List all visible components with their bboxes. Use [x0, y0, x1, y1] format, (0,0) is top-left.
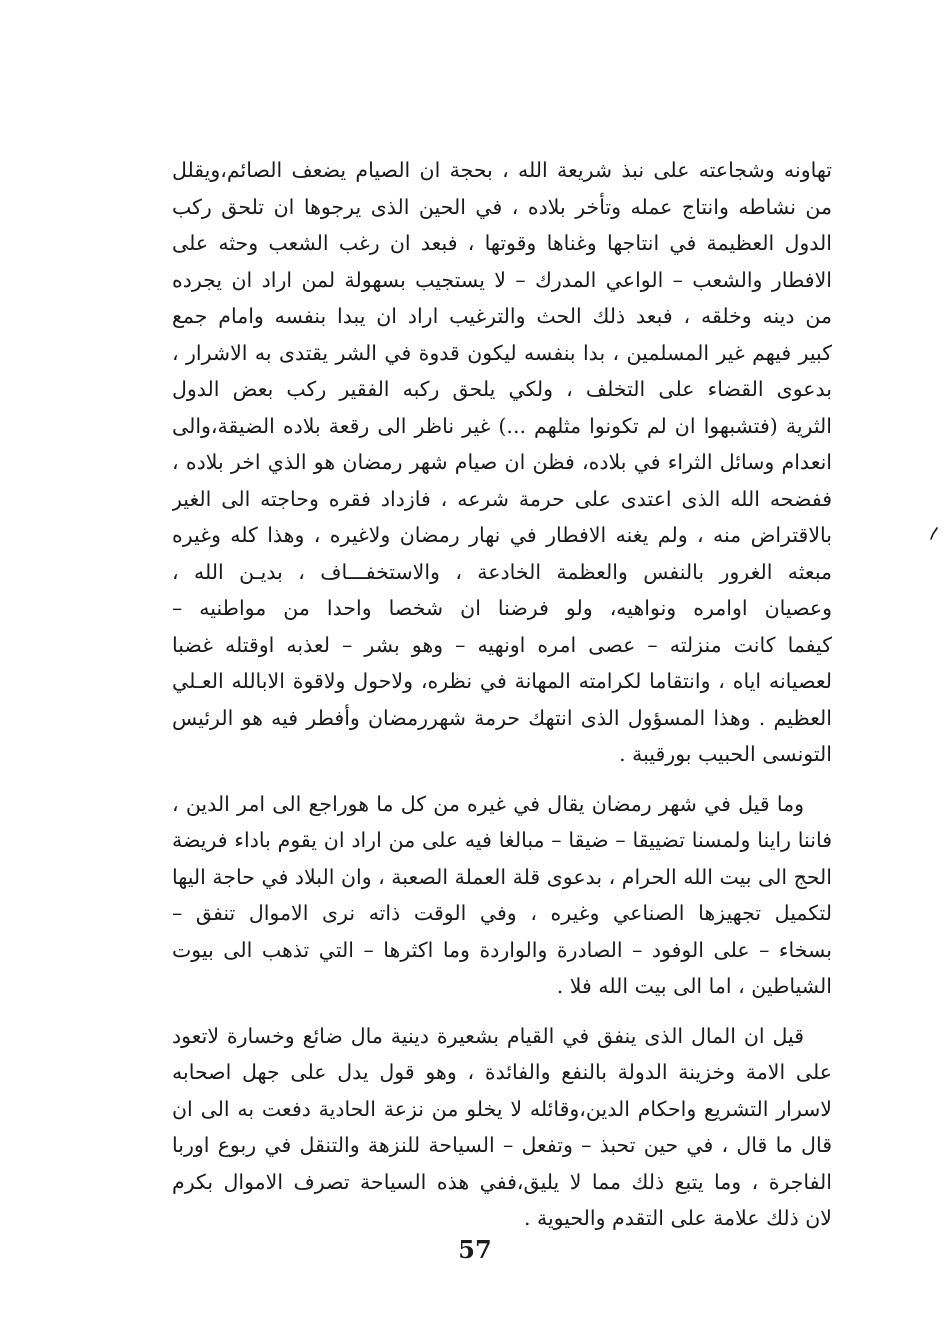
text-line: الافطار والشعب – الواعي المدرك – لا يستجيب بسهولة لمن اراد ان يجرده: [172, 267, 832, 292]
text-line: من نشاطه وانتاج عمله وتأخر بلاده ، في الحين الذى يرجوها ان تلحق ركب: [172, 194, 832, 219]
text-line: لاسرار التشريع واحكام الدين،وقائله لا يخلو من نزعة الحادية دفعت به الى ان: [172, 1096, 832, 1121]
text-line: الدول العظيمة في انتاجها وغناها وقوتها ، فبعد ان رغب الشعب وحثه على: [172, 231, 832, 255]
body-text: [172, 152, 832, 1237]
text-line: العظيم . وهذا المسؤول الذى انتهك حرمة شهررمضان وأفطر فيه هو الرئيس: [172, 705, 832, 730]
text-line: الفاجرة ، وما يتبع ذلك مما لا يليق،ففي هذه السياحة تصرف الاموال بكرم: [172, 1169, 832, 1194]
text-line: كيفما كانت منزلته – عصى امره اونهيه – وهو بشر – لعذبه اوقتله غضبا: [172, 632, 832, 657]
text-line: التونسى الحبيب بورقيبة .: [619, 742, 832, 766]
paragraph-spacer: [172, 773, 832, 786]
paragraph-3: [172, 1018, 832, 1237]
text-line: الثرية (فتشبهوا ان لم تكونوا مثلهم ...) غير ناظر الى رقعة بلاده الضيقة،والى: [172, 413, 832, 438]
paragraph-1: [172, 152, 832, 773]
text-line: وعصيان اوامره ونواهيه، ولو فرضنا ان شخصا واحدا من مواطنيه –: [172, 596, 832, 620]
text-line: قال ما قال ، في حين تحبذ – وتفعل – السياحة للنزهة والتنقل في ربوع اوربا: [172, 1133, 832, 1157]
text-line: كبير فيهم غير المسلمين ، بدا بنفسه ليكون قدوة في الشر يقتدى به الاشرار ،: [172, 340, 832, 365]
text-line: قيل ان المال الذى ينفق في القيام بشعيرة دينية مال ضائع وخسارة لاتعود: [172, 1023, 804, 1048]
paragraph-spacer: [172, 1005, 832, 1018]
text-line: الشياطين ، اما الى بيت الله فلا .: [556, 974, 832, 998]
text-line: وما قيل في شهر رمضان يقال في غيره من كل ما هوراجع الى امر الدين ،: [172, 791, 804, 816]
text-line: تهاونه وشجاعته على نبذ شريعة الله ، بحجة ان الصيام يضعف الصائم،ويقلل: [172, 158, 832, 182]
paragraph-2: [172, 786, 832, 1005]
page-number: 57: [458, 1235, 492, 1264]
text-line: فاننا راينا ولمسنا تضييقا – ضيقا – مبالغا فيه على من اراد ان يقوم باداء فريضة: [172, 828, 832, 852]
text-line: مبعثه الغرور بالنفس والعظمة الخادعة ، والاستخفـــاف ، بديـن الله ،: [172, 559, 832, 584]
text-line: لتكميل تجهيزها الصناعي وغيره ، وفي الوقت ذاته نرى الاموال تنفق –: [172, 901, 832, 925]
text-line: من دينه وخلقه ، فبعد ذلك الحث والترغيب اراد ان يبدا بنفسه وامام جمع: [172, 304, 832, 328]
text-line: على الامة وخزينة الدولة بالنفع والفائدة ، وهو قول يدل على جهل اصحابه: [172, 1060, 832, 1084]
text-line: بدعوى القضاء على التخلف ، ولكي يلحق ركبه الفقير ركب بعض الدول: [172, 377, 832, 401]
text-line: بالاقتراض منه ، ولم يغنه الافطار في نهار رمضان ولاغيره ، وهذا كله وغيره: [172, 523, 832, 547]
text-line: الحج الى بيت الله الحرام ، بدعوى قلة العملة الصعبة ، وان البلاد في حاجة اليها: [172, 864, 832, 889]
margin-ink-mark: [929, 527, 939, 541]
text-line: انعدام وسائل الثراء في بلاده، فظن ان صيام شهر رمضان هو الذي اخر بلاده ،: [172, 450, 832, 474]
text-line: لعصيانه اياه ، وانتقاما لكرامته المهانة في نظره، ولاحول ولاقوة الابالله العـلي: [172, 669, 832, 693]
text-line: لان ذلك علامة على التقدم والحيوية .: [523, 1206, 832, 1230]
text-line: ففضحه الله الذى اعتدى على حرمة شرعه ، فازداد فقره وحاجته الى الغير: [172, 486, 832, 511]
text-line: بسخاء – على الوفود – الصادرة والواردة وما اكثرها – التي تذهب الى بيوت: [172, 937, 832, 962]
